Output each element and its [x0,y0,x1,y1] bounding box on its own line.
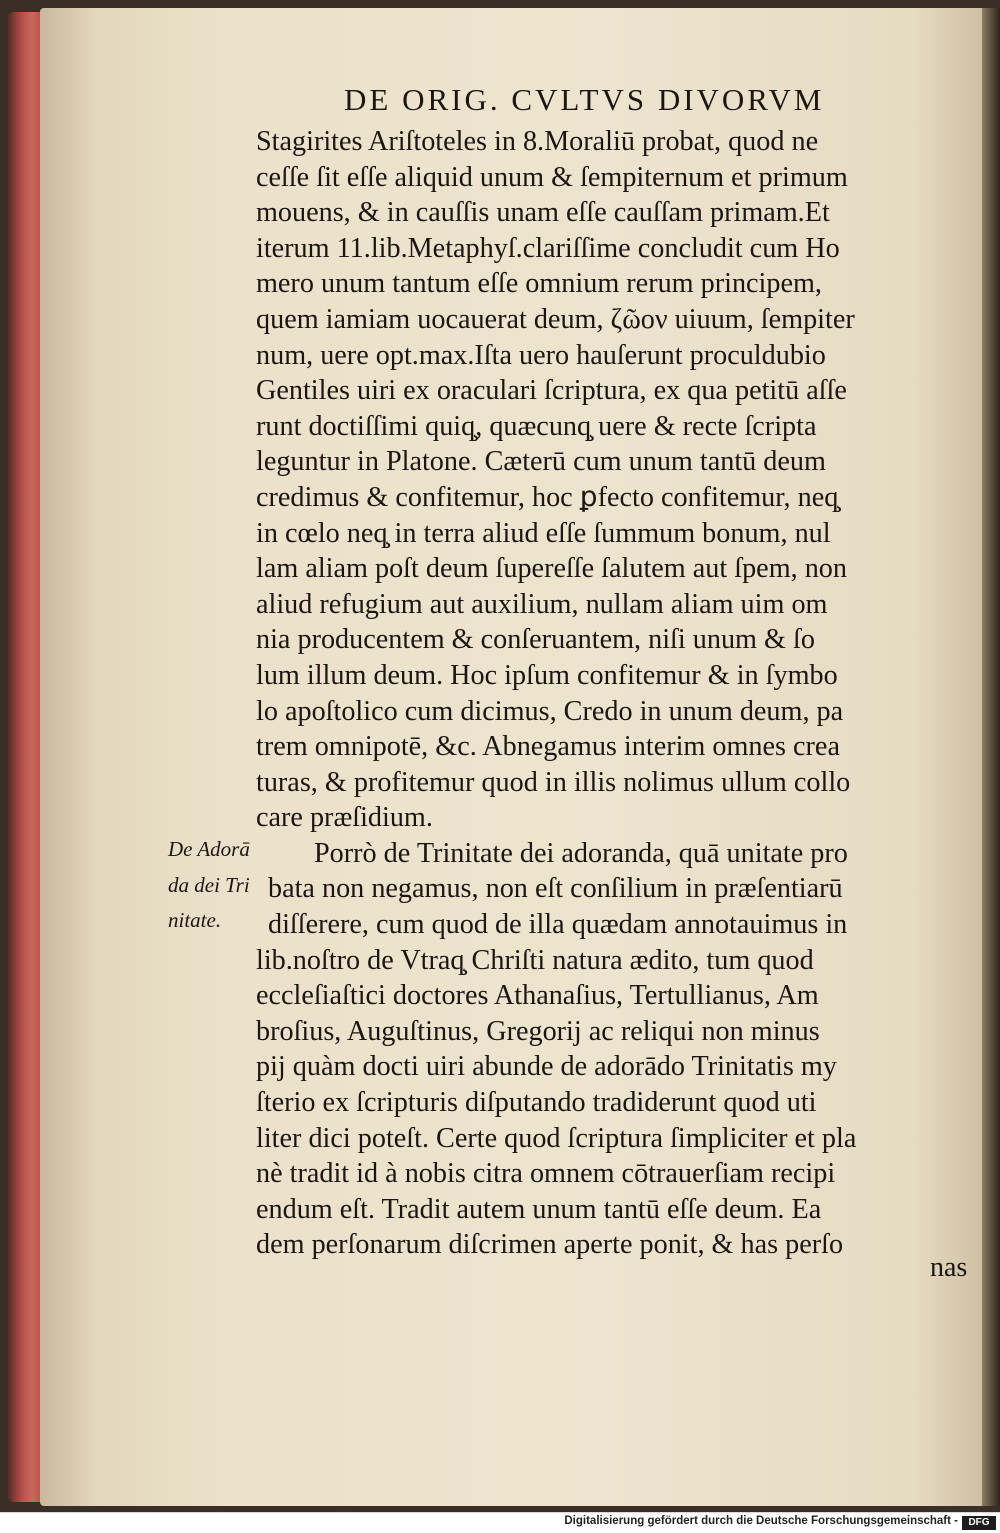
body-text [256,124,966,1263]
text-line: mero unum tantum eſſe omnium rerum principem, [256,268,822,300]
text-line: endum eſt. Tradit autem unum tantū eſſe deum. Ea [256,1193,822,1225]
marginal-note [168,832,268,939]
running-head: DE ORIG. CVLTVS DIVORVM [344,82,825,117]
text-line: pij quàm docti uiri abunde de adorādo Trinitatis my [256,1051,837,1083]
text-line: aliud refugium aut auxilium, nullam aliam uim om [256,588,828,620]
text-line: broſius, Auguſtinus, Gregorij ac reliqui non minus [256,1015,820,1047]
text-line: eccleſiaſtici doctores Athanaſius, Tertullianus, Am [256,980,819,1012]
text-line: lib.noſtro de Vtraq̧ Chriſti natura ædito, tum quod [256,944,814,976]
marginal-line: De Adorā [168,837,250,861]
text-line: bata non negamus, non eſt conſilium in præſentiarū [268,873,843,905]
funding-credit: Digitalisierung gefördert durch die Deutsche Forschungsgemeinschaft - [564,1515,958,1527]
text-line: ceſſe ſit eſſe aliquid unum & ſempiternum et primum [256,161,848,193]
text-line: trem omnipotē, &c. Abnegamus interim omnes crea [256,731,840,763]
marginal-line: da dei Tri [168,872,250,897]
text-line: runt doctiſſimi quiq̧, quæcunq̧ uere & recte ſcripta [256,410,817,442]
catchword: nas [930,1252,968,1283]
footer-bar [0,1512,1000,1533]
text-line: num, uere opt.max.Iſta uero hauſerunt proculdubio [256,339,826,371]
text-line: nia producentem & conſeruantem, niſi unum & ſo [256,624,815,656]
text-line: leguntur in Platone. Cæterū cum unum tantū deum [256,446,826,478]
marginal-line: nitate. [168,908,222,933]
text-line: liter dici poteſt. Certe quod ſcriptura ſimpliciter et pla [256,1122,857,1154]
text-line: mouens, & in cauſſis unam eſſe cauſſam primam.Et [256,197,830,229]
text-line: in cœlo neq̧ in terra aliud eſſe ſummum bonum, nul [256,517,831,549]
text-line: nè tradit id à nobis citra omnem cōtrauerſiam recipi [256,1158,836,1190]
text-line: Porrò de Trinitate dei adoranda, quā unitate pro [314,837,848,869]
text-line: credimus & confitemur, hoc ꝑfecto confitemur, neq̧ [256,481,839,513]
text-line: lam aliam poſt deum ſupereſſe ſalutem aut ſpem, non [256,553,847,585]
text-line: iterum 11.lib.Metaphyſ.clariſſime concludit cum Ho [256,232,840,264]
text-line: quem iamiam uocauerat deum, ζῶον uiuum, ſempiter [256,303,855,335]
page-gutter-shadow [982,8,1000,1506]
dfg-logo-icon: DFG [962,1516,996,1530]
text-line: Stagirites Ariſtoteles in 8.Moraliū probat, quod ne [256,126,819,157]
text-line: care præſidium. [256,802,433,834]
text-line: ſterio ex ſcripturis diſputando tradiderunt quod uti [256,1087,817,1119]
text-line: Gentiles uiri ex oraculari ſcriptura, ex qua petitū aſſe [256,375,847,407]
text-line: turas, & profitemur quod in illis nolimus ullum collo [256,766,851,798]
text-line: dem perſonarum diſcrimen aperte ponit, & has perſo [256,1229,844,1261]
text-line: diſſerere, cum quod de illa quædam annotauimus in [268,909,848,941]
text-line: lo apoſtolico cum dicimus, Credo in unum deum, pa [256,695,844,727]
text-line: lum illum deum. Hoc ipſum confitemur & in ſymbo [256,659,838,691]
